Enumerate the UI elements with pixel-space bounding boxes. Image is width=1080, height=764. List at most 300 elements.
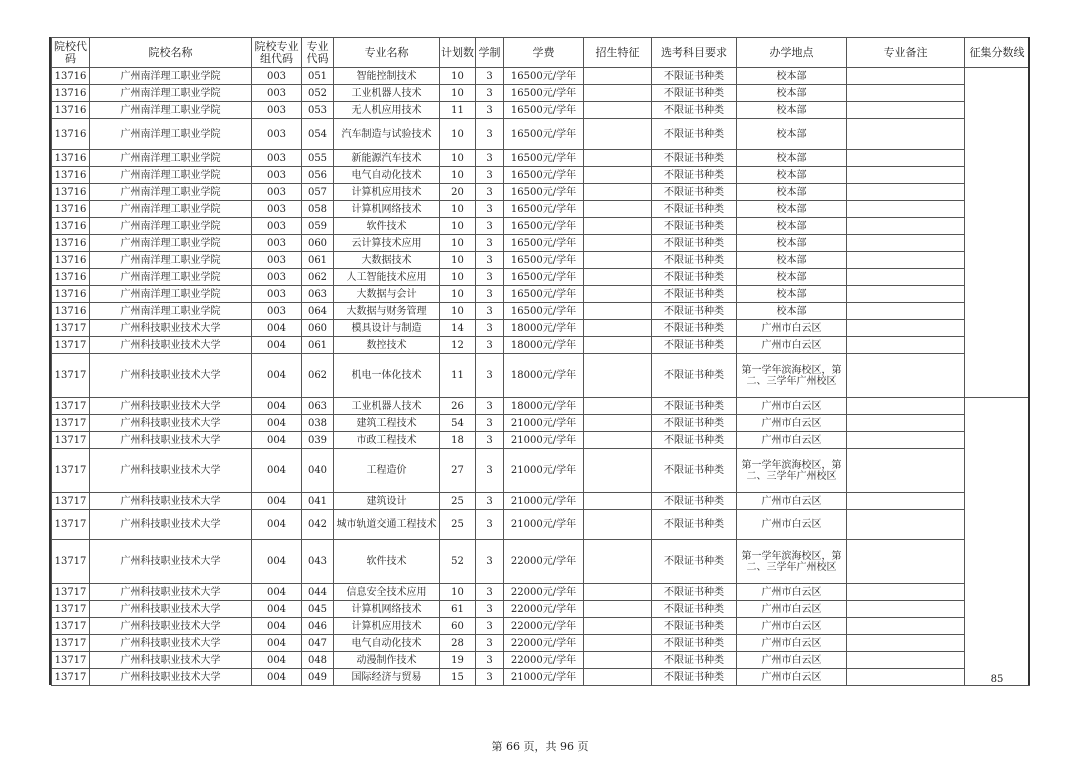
cell-major-code: 059 bbox=[302, 218, 334, 235]
cell-subject-requirement: 不限证书种类 bbox=[652, 618, 737, 635]
cell-major-name: 无人机应用技术 bbox=[334, 102, 440, 119]
cell-major-name: 动漫制作技术 bbox=[334, 652, 440, 669]
cell-school-name: 广州科技职业技术大学 bbox=[90, 652, 252, 669]
cell-school-name: 广州南洋理工职业学院 bbox=[90, 102, 252, 119]
cell-tuition: 16500元/学年 bbox=[504, 85, 584, 102]
cell-plan-count: 10 bbox=[440, 218, 476, 235]
cell-feature bbox=[584, 303, 652, 320]
table-row bbox=[52, 652, 1030, 669]
table-row bbox=[52, 510, 1030, 540]
cell-school-code: 13716 bbox=[52, 102, 90, 119]
cell-duration: 3 bbox=[476, 449, 504, 493]
table-body bbox=[52, 68, 1030, 686]
cell-duration: 3 bbox=[476, 286, 504, 303]
cell-group-code: 004 bbox=[252, 669, 302, 686]
table-header-row bbox=[52, 38, 1030, 68]
cell-major-code: 063 bbox=[302, 286, 334, 303]
header-major-name: 专业名称 bbox=[334, 38, 440, 68]
table-row bbox=[52, 601, 1030, 618]
right-border-line bbox=[1028, 37, 1030, 685]
cell-major-name: 大数据技术 bbox=[334, 252, 440, 269]
cell-group-code: 003 bbox=[252, 201, 302, 218]
table-row bbox=[52, 432, 1030, 449]
cell-school-code: 13716 bbox=[52, 85, 90, 102]
cell-subject-requirement: 不限证书种类 bbox=[652, 493, 737, 510]
cell-major-name: 计算机应用技术 bbox=[334, 184, 440, 201]
cell-major-code: 053 bbox=[302, 102, 334, 119]
score-line-cell bbox=[965, 68, 1030, 398]
cell-major-name: 机电一体化技术 bbox=[334, 354, 440, 398]
cell-feature bbox=[584, 398, 652, 415]
cell-school-code: 13717 bbox=[52, 618, 90, 635]
cell-tuition: 18000元/学年 bbox=[504, 337, 584, 354]
cell-feature bbox=[584, 252, 652, 269]
cell-tuition: 21000元/学年 bbox=[504, 432, 584, 449]
cell-feature bbox=[584, 584, 652, 601]
cell-remark bbox=[847, 167, 965, 184]
header-min-score: 征集分数线 bbox=[965, 38, 1030, 68]
cell-duration: 3 bbox=[476, 303, 504, 320]
cell-group-code: 003 bbox=[252, 150, 302, 167]
cell-school-code: 13717 bbox=[52, 669, 90, 686]
cell-duration: 3 bbox=[476, 102, 504, 119]
cell-remark bbox=[847, 601, 965, 618]
cell-subject-requirement: 不限证书种类 bbox=[652, 119, 737, 150]
cell-school-name: 广州南洋理工职业学院 bbox=[90, 252, 252, 269]
cell-location: 广州市白云区 bbox=[737, 510, 847, 540]
cell-subject-requirement: 不限证书种类 bbox=[652, 102, 737, 119]
cell-school-code: 13716 bbox=[52, 184, 90, 201]
header-school-code: 院校代码 bbox=[52, 38, 90, 68]
table-row bbox=[52, 354, 1030, 398]
cell-feature bbox=[584, 669, 652, 686]
table-row bbox=[52, 184, 1030, 201]
cell-school-name: 广州南洋理工职业学院 bbox=[90, 218, 252, 235]
cell-group-code: 004 bbox=[252, 449, 302, 493]
table-row bbox=[52, 119, 1030, 150]
cell-major-name: 大数据与会计 bbox=[334, 286, 440, 303]
cell-plan-count: 10 bbox=[440, 303, 476, 320]
cell-school-name: 广州科技职业技术大学 bbox=[90, 584, 252, 601]
cell-group-code: 004 bbox=[252, 354, 302, 398]
cell-tuition: 16500元/学年 bbox=[504, 252, 584, 269]
cell-location: 广州市白云区 bbox=[737, 584, 847, 601]
cell-subject-requirement: 不限证书种类 bbox=[652, 432, 737, 449]
cell-major-name: 电气自动化技术 bbox=[334, 635, 440, 652]
cell-major-code: 054 bbox=[302, 119, 334, 150]
cell-duration: 3 bbox=[476, 85, 504, 102]
cell-school-name: 广州南洋理工职业学院 bbox=[90, 119, 252, 150]
cell-group-code: 004 bbox=[252, 601, 302, 618]
cell-school-code: 13716 bbox=[52, 68, 90, 85]
cell-school-code: 13717 bbox=[52, 635, 90, 652]
cell-school-code: 13716 bbox=[52, 252, 90, 269]
cell-subject-requirement: 不限证书种类 bbox=[652, 303, 737, 320]
cell-group-code: 004 bbox=[252, 635, 302, 652]
cell-major-code: 060 bbox=[302, 235, 334, 252]
cell-school-name: 广州科技职业技术大学 bbox=[90, 510, 252, 540]
cell-group-code: 004 bbox=[252, 652, 302, 669]
cell-group-code: 004 bbox=[252, 337, 302, 354]
cell-group-code: 003 bbox=[252, 184, 302, 201]
cell-major-name: 人工智能技术应用 bbox=[334, 269, 440, 286]
cell-remark bbox=[847, 150, 965, 167]
cell-subject-requirement: 不限证书种类 bbox=[652, 584, 737, 601]
cell-major-name: 工业机器人技术 bbox=[334, 398, 440, 415]
cell-school-code: 13717 bbox=[52, 398, 90, 415]
cell-subject-requirement: 不限证书种类 bbox=[652, 449, 737, 493]
page-number: 第 66 页，共 96 页 bbox=[491, 740, 589, 753]
cell-feature bbox=[584, 510, 652, 540]
cell-feature bbox=[584, 184, 652, 201]
cell-location: 广州市白云区 bbox=[737, 652, 847, 669]
cell-remark bbox=[847, 584, 965, 601]
cell-major-code: 052 bbox=[302, 85, 334, 102]
cell-tuition: 18000元/学年 bbox=[504, 320, 584, 337]
cell-plan-count: 10 bbox=[440, 167, 476, 184]
cell-school-name: 广州南洋理工职业学院 bbox=[90, 201, 252, 218]
cell-group-code: 003 bbox=[252, 269, 302, 286]
cell-remark bbox=[847, 669, 965, 686]
cell-location: 广州市白云区 bbox=[737, 669, 847, 686]
cell-major-name: 市政工程技术 bbox=[334, 432, 440, 449]
cell-group-code: 004 bbox=[252, 584, 302, 601]
cell-major-code: 061 bbox=[302, 252, 334, 269]
table-row bbox=[52, 269, 1030, 286]
cell-school-code: 13716 bbox=[52, 269, 90, 286]
cell-remark bbox=[847, 493, 965, 510]
cell-school-name: 广州科技职业技术大学 bbox=[90, 635, 252, 652]
cell-tuition: 22000元/学年 bbox=[504, 540, 584, 584]
cell-plan-count: 54 bbox=[440, 415, 476, 432]
cell-feature bbox=[584, 269, 652, 286]
cell-duration: 3 bbox=[476, 493, 504, 510]
cell-school-code: 13716 bbox=[52, 286, 90, 303]
cell-school-code: 13717 bbox=[52, 540, 90, 584]
cell-remark bbox=[847, 432, 965, 449]
cell-plan-count: 14 bbox=[440, 320, 476, 337]
cell-school-code: 13717 bbox=[52, 415, 90, 432]
cell-major-name: 云计算技术应用 bbox=[334, 235, 440, 252]
table-row bbox=[52, 635, 1030, 652]
table-row bbox=[52, 303, 1030, 320]
table-row bbox=[52, 669, 1030, 686]
cell-location: 校本部 bbox=[737, 102, 847, 119]
cell-major-code: 058 bbox=[302, 201, 334, 218]
cell-school-code: 13717 bbox=[52, 354, 90, 398]
cell-major-code: 043 bbox=[302, 540, 334, 584]
cell-duration: 3 bbox=[476, 652, 504, 669]
cell-location: 校本部 bbox=[737, 167, 847, 184]
cell-school-name: 广州南洋理工职业学院 bbox=[90, 235, 252, 252]
cell-remark bbox=[847, 398, 965, 415]
cell-major-code: 044 bbox=[302, 584, 334, 601]
cell-plan-count: 19 bbox=[440, 652, 476, 669]
cell-duration: 3 bbox=[476, 320, 504, 337]
header-group-code: 院校专业组代码 bbox=[252, 38, 302, 68]
cell-remark bbox=[847, 618, 965, 635]
cell-feature bbox=[584, 150, 652, 167]
cell-location: 广州市白云区 bbox=[737, 601, 847, 618]
cell-feature bbox=[584, 635, 652, 652]
cell-location: 校本部 bbox=[737, 269, 847, 286]
cell-duration: 3 bbox=[476, 540, 504, 584]
cell-feature bbox=[584, 85, 652, 102]
cell-tuition: 16500元/学年 bbox=[504, 303, 584, 320]
cell-plan-count: 10 bbox=[440, 68, 476, 85]
header-major-code: 专业代码 bbox=[302, 38, 334, 68]
cell-subject-requirement: 不限证书种类 bbox=[652, 510, 737, 540]
table-row bbox=[52, 68, 1030, 85]
cell-plan-count: 10 bbox=[440, 119, 476, 150]
cell-feature bbox=[584, 119, 652, 150]
table-row bbox=[52, 398, 1030, 415]
cell-major-code: 039 bbox=[302, 432, 334, 449]
table-row bbox=[52, 102, 1030, 119]
cell-subject-requirement: 不限证书种类 bbox=[652, 635, 737, 652]
cell-feature bbox=[584, 652, 652, 669]
header-feature: 招生特征 bbox=[584, 38, 652, 68]
cell-remark bbox=[847, 184, 965, 201]
cell-plan-count: 18 bbox=[440, 432, 476, 449]
cell-remark bbox=[847, 354, 965, 398]
cell-remark bbox=[847, 119, 965, 150]
table-row bbox=[52, 449, 1030, 493]
cell-school-code: 13717 bbox=[52, 337, 90, 354]
table-row bbox=[52, 150, 1030, 167]
cell-duration: 3 bbox=[476, 601, 504, 618]
cell-subject-requirement: 不限证书种类 bbox=[652, 540, 737, 584]
cell-major-code: 048 bbox=[302, 652, 334, 669]
cell-school-name: 广州科技职业技术大学 bbox=[90, 601, 252, 618]
cell-plan-count: 11 bbox=[440, 102, 476, 119]
cell-duration: 3 bbox=[476, 398, 504, 415]
cell-group-code: 004 bbox=[252, 493, 302, 510]
cell-major-name: 建筑工程技术 bbox=[334, 415, 440, 432]
cell-school-code: 13717 bbox=[52, 320, 90, 337]
cell-tuition: 22000元/学年 bbox=[504, 601, 584, 618]
cell-major-name: 工业机器人技术 bbox=[334, 85, 440, 102]
cell-school-name: 广州科技职业技术大学 bbox=[90, 320, 252, 337]
cell-major-name: 新能源汽车技术 bbox=[334, 150, 440, 167]
cell-feature bbox=[584, 618, 652, 635]
cell-school-name: 广州科技职业技术大学 bbox=[90, 540, 252, 584]
cell-location: 广州市白云区 bbox=[737, 398, 847, 415]
cell-group-code: 003 bbox=[252, 167, 302, 184]
table-row bbox=[52, 584, 1030, 601]
table-row bbox=[52, 252, 1030, 269]
cell-location: 校本部 bbox=[737, 68, 847, 85]
cell-subject-requirement: 不限证书种类 bbox=[652, 269, 737, 286]
cell-duration: 3 bbox=[476, 669, 504, 686]
cell-major-name: 模具设计与制造 bbox=[334, 320, 440, 337]
cell-school-name: 广州南洋理工职业学院 bbox=[90, 303, 252, 320]
cell-school-name: 广州南洋理工职业学院 bbox=[90, 85, 252, 102]
cell-feature bbox=[584, 286, 652, 303]
cell-location: 广州市白云区 bbox=[737, 415, 847, 432]
cell-school-code: 13716 bbox=[52, 150, 90, 167]
cell-plan-count: 28 bbox=[440, 635, 476, 652]
cell-duration: 3 bbox=[476, 584, 504, 601]
cell-group-code: 003 bbox=[252, 218, 302, 235]
cell-tuition: 22000元/学年 bbox=[504, 635, 584, 652]
cell-plan-count: 52 bbox=[440, 540, 476, 584]
cell-remark bbox=[847, 320, 965, 337]
header-subject-requirement: 选考科目要求 bbox=[652, 38, 737, 68]
cell-subject-requirement: 不限证书种类 bbox=[652, 201, 737, 218]
cell-school-code: 13717 bbox=[52, 510, 90, 540]
table-row bbox=[52, 218, 1030, 235]
cell-subject-requirement: 不限证书种类 bbox=[652, 167, 737, 184]
table-row bbox=[52, 201, 1030, 218]
table-row bbox=[52, 85, 1030, 102]
cell-remark bbox=[847, 102, 965, 119]
cell-plan-count: 12 bbox=[440, 337, 476, 354]
cell-location: 广州市白云区 bbox=[737, 635, 847, 652]
cell-school-name: 广州科技职业技术大学 bbox=[90, 398, 252, 415]
cell-major-code: 062 bbox=[302, 269, 334, 286]
cell-subject-requirement: 不限证书种类 bbox=[652, 85, 737, 102]
cell-tuition: 16500元/学年 bbox=[504, 102, 584, 119]
cell-major-name: 电气自动化技术 bbox=[334, 167, 440, 184]
cell-remark bbox=[847, 540, 965, 584]
cell-subject-requirement: 不限证书种类 bbox=[652, 415, 737, 432]
cell-major-code: 038 bbox=[302, 415, 334, 432]
cell-subject-requirement: 不限证书种类 bbox=[652, 669, 737, 686]
cell-group-code: 003 bbox=[252, 102, 302, 119]
table-row bbox=[52, 286, 1030, 303]
cell-duration: 3 bbox=[476, 432, 504, 449]
cell-major-name: 计算机网络技术 bbox=[334, 601, 440, 618]
cell-feature bbox=[584, 102, 652, 119]
cell-school-code: 13716 bbox=[52, 303, 90, 320]
cell-duration: 3 bbox=[476, 235, 504, 252]
cell-school-code: 13716 bbox=[52, 167, 90, 184]
cell-major-name: 智能控制技术 bbox=[334, 68, 440, 85]
cell-plan-count: 10 bbox=[440, 252, 476, 269]
cell-tuition: 18000元/学年 bbox=[504, 398, 584, 415]
cell-location: 第一学年滨海校区，第二、三学年广州校区 bbox=[737, 540, 847, 584]
cell-plan-count: 10 bbox=[440, 235, 476, 252]
cell-duration: 3 bbox=[476, 218, 504, 235]
cell-plan-count: 10 bbox=[440, 201, 476, 218]
cell-remark bbox=[847, 652, 965, 669]
cell-tuition: 22000元/学年 bbox=[504, 652, 584, 669]
cell-feature bbox=[584, 320, 652, 337]
cell-school-code: 13716 bbox=[52, 119, 90, 150]
cell-tuition: 16500元/学年 bbox=[504, 269, 584, 286]
cell-group-code: 004 bbox=[252, 398, 302, 415]
cell-tuition: 16500元/学年 bbox=[504, 218, 584, 235]
cell-remark bbox=[847, 337, 965, 354]
cell-feature bbox=[584, 218, 652, 235]
cell-group-code: 003 bbox=[252, 119, 302, 150]
cell-tuition: 21000元/学年 bbox=[504, 415, 584, 432]
cell-duration: 3 bbox=[476, 184, 504, 201]
cell-plan-count: 27 bbox=[440, 449, 476, 493]
cell-remark bbox=[847, 510, 965, 540]
cell-major-code: 040 bbox=[302, 449, 334, 493]
cell-major-name: 工程造价 bbox=[334, 449, 440, 493]
cell-school-code: 13716 bbox=[52, 201, 90, 218]
header-remark: 专业备注 bbox=[847, 38, 965, 68]
header-tuition: 学费 bbox=[504, 38, 584, 68]
cell-group-code: 004 bbox=[252, 432, 302, 449]
cell-tuition: 16500元/学年 bbox=[504, 119, 584, 150]
cell-school-name: 广州南洋理工职业学院 bbox=[90, 269, 252, 286]
cell-major-code: 045 bbox=[302, 601, 334, 618]
cell-major-code: 051 bbox=[302, 68, 334, 85]
cell-location: 校本部 bbox=[737, 286, 847, 303]
cell-group-code: 003 bbox=[252, 235, 302, 252]
cell-school-code: 13717 bbox=[52, 652, 90, 669]
cell-school-code: 13717 bbox=[52, 493, 90, 510]
table-row bbox=[52, 415, 1030, 432]
cell-school-code: 13717 bbox=[52, 601, 90, 618]
cell-subject-requirement: 不限证书种类 bbox=[652, 601, 737, 618]
cell-feature bbox=[584, 354, 652, 398]
cell-remark bbox=[847, 68, 965, 85]
header-duration: 学制 bbox=[476, 38, 504, 68]
cell-feature bbox=[584, 432, 652, 449]
cell-feature bbox=[584, 493, 652, 510]
cell-location: 广州市白云区 bbox=[737, 493, 847, 510]
cell-tuition: 16500元/学年 bbox=[504, 201, 584, 218]
cell-major-name: 软件技术 bbox=[334, 540, 440, 584]
cell-tuition: 21000元/学年 bbox=[504, 669, 584, 686]
score-line-cell bbox=[965, 398, 1030, 686]
left-border-line bbox=[49, 37, 51, 685]
admission-table-sheet bbox=[51, 37, 1029, 686]
cell-location: 校本部 bbox=[737, 184, 847, 201]
cell-major-name: 国际经济与贸易 bbox=[334, 669, 440, 686]
cell-location: 广州市白云区 bbox=[737, 320, 847, 337]
cell-location: 校本部 bbox=[737, 119, 847, 150]
cell-subject-requirement: 不限证书种类 bbox=[652, 252, 737, 269]
cell-location: 校本部 bbox=[737, 235, 847, 252]
cell-duration: 3 bbox=[476, 337, 504, 354]
cell-feature bbox=[584, 601, 652, 618]
cell-group-code: 004 bbox=[252, 618, 302, 635]
cell-major-code: 064 bbox=[302, 303, 334, 320]
cell-subject-requirement: 不限证书种类 bbox=[652, 235, 737, 252]
table-row bbox=[52, 540, 1030, 584]
cell-duration: 3 bbox=[476, 635, 504, 652]
cell-major-name: 建筑设计 bbox=[334, 493, 440, 510]
cell-major-name: 数控技术 bbox=[334, 337, 440, 354]
cell-tuition: 18000元/学年 bbox=[504, 354, 584, 398]
table-row bbox=[52, 235, 1030, 252]
cell-major-code: 057 bbox=[302, 184, 334, 201]
cell-major-code: 046 bbox=[302, 618, 334, 635]
cell-group-code: 003 bbox=[252, 286, 302, 303]
cell-subject-requirement: 不限证书种类 bbox=[652, 354, 737, 398]
cell-remark bbox=[847, 269, 965, 286]
cell-plan-count: 10 bbox=[440, 584, 476, 601]
cell-school-name: 广州科技职业技术大学 bbox=[90, 449, 252, 493]
cell-subject-requirement: 不限证书种类 bbox=[652, 652, 737, 669]
header-plan-count: 计划数 bbox=[440, 38, 476, 68]
cell-plan-count: 25 bbox=[440, 510, 476, 540]
cell-school-code: 13716 bbox=[52, 235, 90, 252]
cell-remark bbox=[847, 201, 965, 218]
cell-duration: 3 bbox=[476, 201, 504, 218]
table-row bbox=[52, 493, 1030, 510]
cell-plan-count: 11 bbox=[440, 354, 476, 398]
cell-feature bbox=[584, 337, 652, 354]
cell-remark bbox=[847, 635, 965, 652]
cell-tuition: 16500元/学年 bbox=[504, 235, 584, 252]
